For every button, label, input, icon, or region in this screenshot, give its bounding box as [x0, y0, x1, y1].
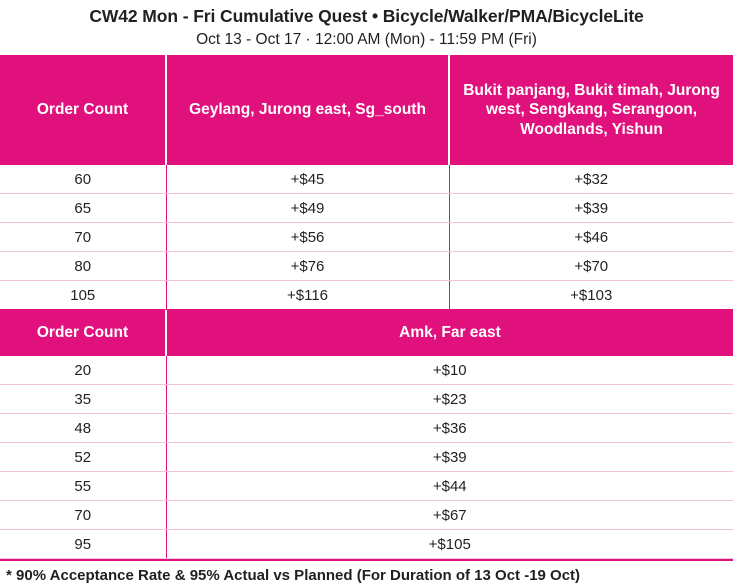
cell-bonus-group-3: +$39 — [166, 443, 733, 472]
cell-bonus-group-2: +$46 — [449, 223, 733, 252]
cell-bonus-group-2: +$70 — [449, 252, 733, 281]
table-row — [0, 281, 733, 310]
table-row — [0, 252, 733, 281]
page-title: CW42 Mon - Fri Cumulative Quest • Bicycle/Walker/PMA/BicycleLite — [89, 6, 644, 26]
cell-bonus-group-2: +$39 — [449, 194, 733, 223]
cumulative-quest-table-primary — [0, 55, 733, 310]
table-row — [0, 530, 733, 559]
cell-bonus-group-1: +$56 — [166, 223, 449, 252]
footnote: * 90% Acceptance Rate & 95% Actual vs Planned (For Duration of 13 Oct -19 Oct) — [0, 559, 733, 588]
column-header-zone-group-2: Bukit panjang, Bukit timah, Jurong west, Sengkang, Serangoon, Woodlands, Yishun — [449, 55, 733, 165]
page-subtitle: Oct 13 - Oct 17 · 12:00 AM (Mon) - 11:59 PM (Fri) — [196, 31, 537, 48]
cell-order-count: 95 — [0, 530, 166, 559]
cell-order-count: 52 — [0, 443, 166, 472]
cell-bonus-group-3: +$44 — [166, 472, 733, 501]
column-header-zone-group-1: Geylang, Jurong east, Sg_south — [166, 55, 449, 165]
cell-bonus-group-1: +$76 — [166, 252, 449, 281]
cell-bonus-group-1: +$49 — [166, 194, 449, 223]
table-header-row — [0, 55, 733, 165]
cell-order-count: 80 — [0, 252, 166, 281]
cell-order-count: 20 — [0, 356, 166, 385]
cell-order-count: 55 — [0, 472, 166, 501]
table-row — [0, 443, 733, 472]
cell-bonus-group-3: +$10 — [166, 356, 733, 385]
column-header-order-count: Order Count — [0, 55, 166, 165]
table-row — [0, 501, 733, 530]
cell-order-count: 35 — [0, 385, 166, 414]
cell-order-count: 70 — [0, 501, 166, 530]
cell-bonus-group-3: +$105 — [166, 530, 733, 559]
cumulative-quest-table-secondary — [0, 310, 733, 559]
cell-bonus-group-3: +$23 — [166, 385, 733, 414]
cell-order-count: 65 — [0, 194, 166, 223]
cell-bonus-group-2: +$32 — [449, 165, 733, 194]
cell-bonus-group-1: +$45 — [166, 165, 449, 194]
column-header-zone-group-3: Amk, Far east — [166, 310, 733, 356]
cell-order-count: 48 — [0, 414, 166, 443]
table-row — [0, 414, 733, 443]
column-header-order-count: Order Count — [0, 310, 166, 356]
cell-bonus-group-2: +$103 — [449, 281, 733, 310]
table-row — [0, 194, 733, 223]
table-row — [0, 385, 733, 414]
cell-bonus-group-1: +$116 — [166, 281, 449, 310]
cell-order-count: 60 — [0, 165, 166, 194]
table-row — [0, 472, 733, 501]
cell-bonus-group-3: +$36 — [166, 414, 733, 443]
table-row — [0, 223, 733, 252]
table-row — [0, 356, 733, 385]
cell-bonus-group-3: +$67 — [166, 501, 733, 530]
cell-order-count: 105 — [0, 281, 166, 310]
cell-order-count: 70 — [0, 223, 166, 252]
table-header-row — [0, 310, 733, 356]
table-row — [0, 165, 733, 194]
